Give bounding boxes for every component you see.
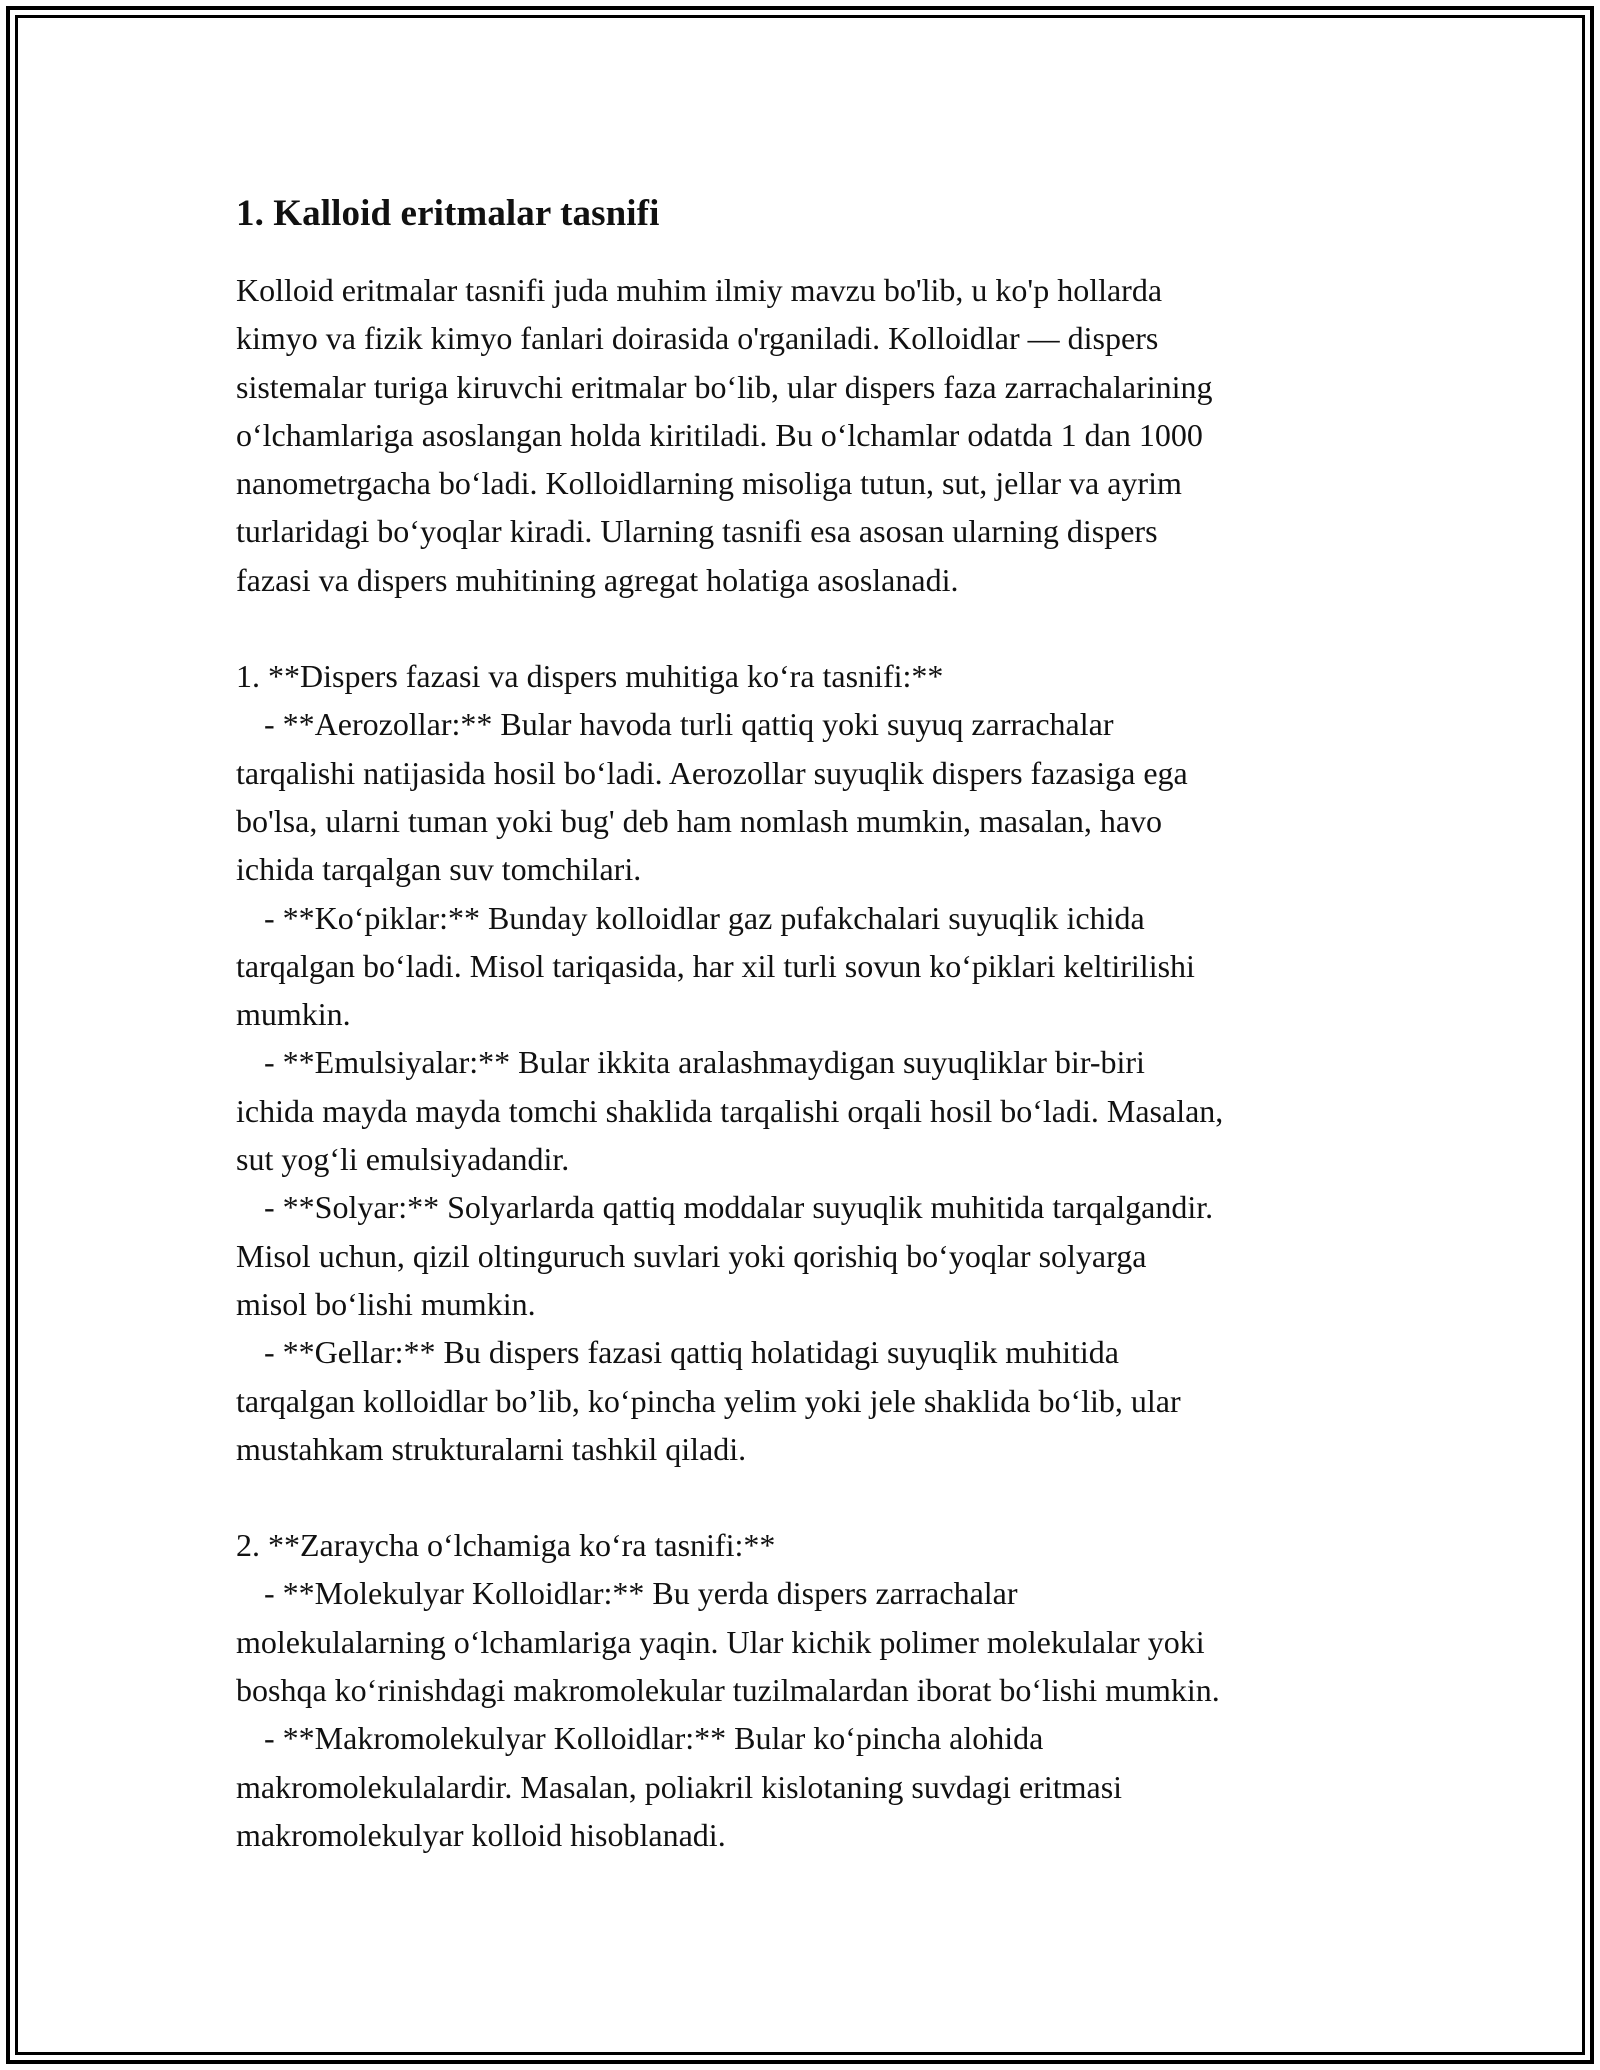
paragraph-gap — [236, 1473, 1386, 1521]
list-item-text: - **Emulsiyalar:** Bular ikkita aralashmaydigan suyuqliklar bir-biri ichida mayda mayda tomchi shaklida tarqalishi orqali hosil bo‘ladi. Masalan, sut yog‘li emulsiyadandir. — [236, 1044, 1224, 1178]
list-item-text: - **Makromolekulyar Kolloidlar:** Bular ko‘pincha alohida makromolekulalardir. Masalan, poliakril kislotaning suvdagi eritmasi makromolekulyar kolloid hisoblanadi. — [236, 1720, 1123, 1853]
list-item-aerozollar — [236, 700, 1386, 893]
paragraph-gap — [236, 604, 1386, 652]
list-item-emulsiyalar — [236, 1038, 1386, 1183]
list-item-text: - **Gellar:** Bu dispers fazasi qattiq holatidagi suyuqlik muhitida tarqalgan kolloidlar bo’lib, ko‘pincha yelim yoki jele shaklida bo‘lib, ular mustahkam strukturalarni tashkil qiladi. — [236, 1334, 1181, 1467]
intro-paragraph: Kolloid eritmalar tasnifi juda muhim ilmiy mavzu bo'lib, u ko'p hollarda kimyo va fizik kimyo fanlari doirasida o'rganiladi. Kolloidlar — dispers sistemalar turiga kiruvchi eritmalar bo‘lib, ular dispers faza zarrachalarining o‘lchamlariga asoslangan holda kiritiladi. Bu o‘lchamlar odatda 1 dan 1000 nanometrgacha bo‘ladi. Kolloidlarning misoliga tutun, sut, jellar va ayrim turlaridagi bo‘yoqlar kiradi. Ularning tasnifi esa asosan ularning dispers fazasi va dispers muhitining agregat holatiga asoslanadi. — [236, 272, 1213, 598]
list-item-text: - **Solyar:** Solyarlarda qattiq moddalar suyuqlik muhitida tarqalgandir. Misol uchun, qizil oltinguruch suvlari yoki qorishiq bo‘yoqlar solyarga misol bo‘lishi mumkin. — [236, 1189, 1214, 1322]
document-body — [236, 188, 1386, 1859]
list-item-makromolekulyar — [236, 1714, 1386, 1859]
list-item-kopiklar — [236, 894, 1386, 1039]
list-item-molekulyar — [236, 1569, 1386, 1714]
list-item-text: - **Molekulyar Kolloidlar:** Bu yerda dispers zarrachalar molekulalarning o‘lchamlariga yaqin. Ular kichik polimer molekulalar yoki boshqa ko‘rinishdagi makromolekular tuzilmalardan iborat bo‘lishi mumkin. — [236, 1575, 1220, 1709]
list-item-gellar — [236, 1328, 1386, 1473]
section-1-title: 1. **Dispers fazasi va dispers muhitiga ko‘ra tasnifi:** — [236, 658, 944, 695]
list-item-text: - **Aerozollar:** Bular havoda turli qattiq yoki suyuq zarrachalar tarqalishi natijasida hosil bo‘ladi. Aerozollar suyuqlik dispers fazasiga ega bo'lsa, ularni tuman yoki bug' deb ham nomlash mumkin, masalan, havo ichida tarqalgan suv tomchilari. — [236, 706, 1188, 888]
list-item-solyar — [236, 1183, 1386, 1328]
list-item-text: - **Ko‘piklar:** Bunday kolloidlar gaz pufakchalari suyuqlik ichida tarqalgan bo‘ladi. Misol tariqasida, har xil turli sovun ko‘piklari keltirilishi mumkin. — [236, 899, 1195, 1033]
document-heading: 1. Kalloid eritmalar tasnifi — [236, 193, 660, 234]
section-2-title: 2. **Zaraycha o‘lchamiga ko‘ra tasnifi:** — [236, 1527, 776, 1564]
